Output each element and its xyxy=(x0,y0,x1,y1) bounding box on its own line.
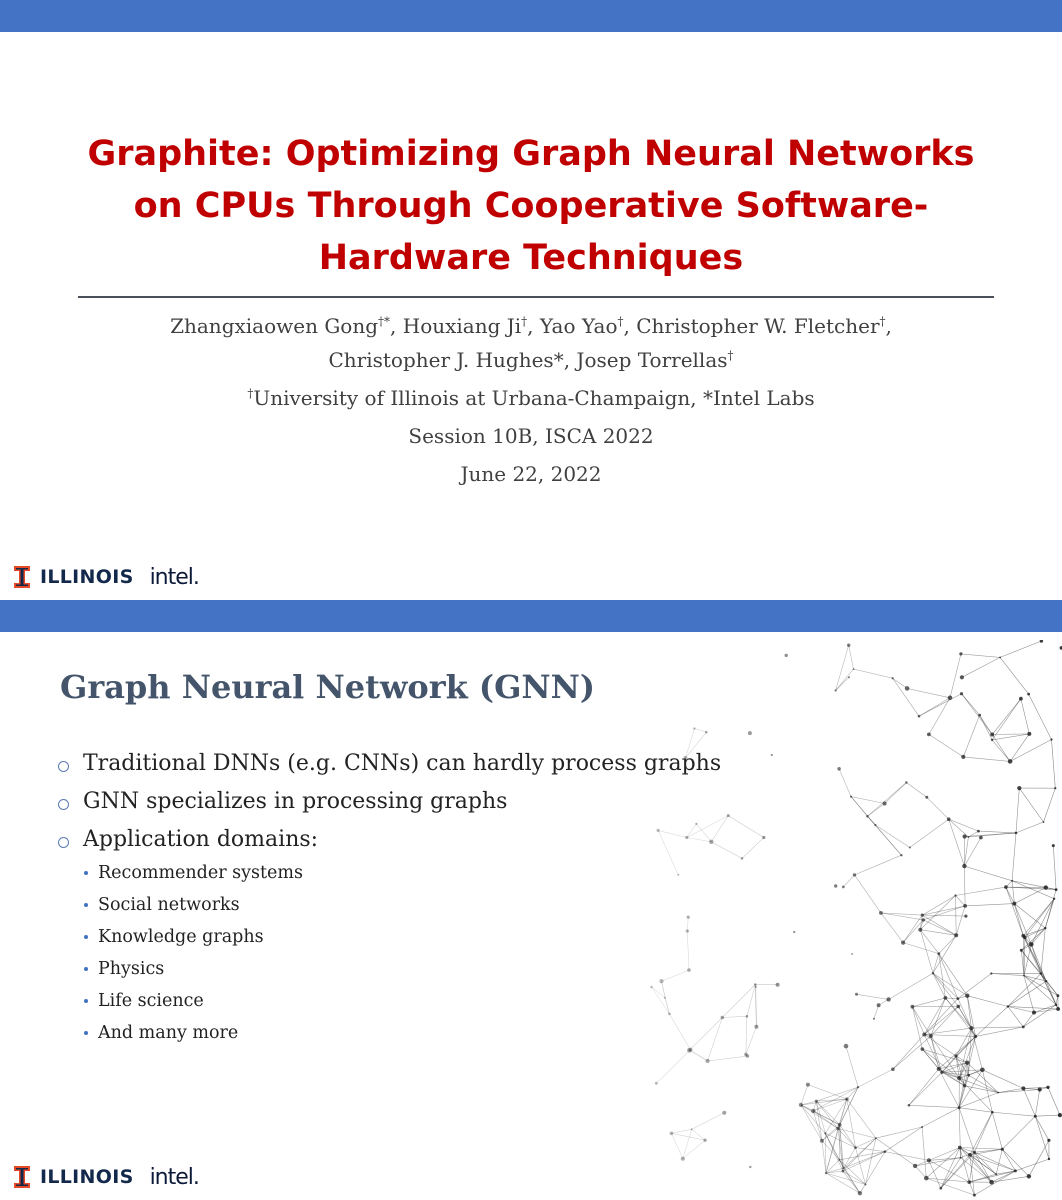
main-bullet-list xyxy=(58,744,721,858)
dot-bullet-icon xyxy=(84,999,88,1003)
circle-bullet-icon xyxy=(58,761,69,772)
dot-bullet-icon xyxy=(84,935,88,939)
title-line: Graphite: Optimizing Graph Neural Networks xyxy=(87,134,975,174)
affiliation-mark: † xyxy=(727,348,734,363)
slide-top-bar xyxy=(0,600,1062,632)
intel-logo: intel. xyxy=(149,1164,199,1190)
author-name: Christopher J. Hughes* xyxy=(328,348,564,372)
sub-bullet-text: Life science xyxy=(98,991,204,1011)
circle-bullet-icon xyxy=(58,837,69,848)
sub-bullet-item xyxy=(84,921,303,953)
author-name: Zhangxiaowen Gong xyxy=(170,314,379,338)
bullet-item xyxy=(58,782,721,820)
logo-bar xyxy=(14,1162,199,1192)
sub-bullet-text: Recommender systems xyxy=(98,863,303,883)
network-graph-illustration xyxy=(650,640,1062,1200)
sub-bullet-item xyxy=(84,953,303,985)
illinois-block-i-icon xyxy=(14,566,30,588)
affiliation-mark: † xyxy=(247,386,254,401)
authors-line-2: Christopher J. Hughes*, Josep Torrellas† xyxy=(328,348,734,372)
title-divider xyxy=(78,296,994,298)
circle-bullet-icon xyxy=(58,799,69,810)
illinois-logo: ILLINOIS xyxy=(40,566,134,588)
gnn-slide xyxy=(0,600,1062,1200)
sub-bullet-text: Social networks xyxy=(98,895,240,915)
affiliation-mark: † xyxy=(521,314,528,329)
affiliation-mark: † xyxy=(617,314,624,329)
affiliation-mark: † xyxy=(879,314,886,329)
author-name: Houxiang Ji xyxy=(402,314,522,338)
slide-title: Graph Neural Network (GNN) xyxy=(60,668,596,706)
session-info: Session 10B, ISCA 2022 xyxy=(408,424,654,448)
dot-bullet-icon xyxy=(84,967,88,971)
author-name: Josep Torrellas xyxy=(576,348,728,372)
author-name: Yao Yao xyxy=(539,314,618,338)
presentation-date: June 22, 2022 xyxy=(460,462,602,486)
affiliations xyxy=(0,386,1062,410)
authors-line-1: Zhangxiaowen Gong†*, Houxiang Ji†, Yao Yao†, Christopher W. Fletcher†, xyxy=(170,314,892,338)
bullet-item xyxy=(58,820,721,858)
author-name: Christopher W. Fletcher xyxy=(636,314,880,338)
illinois-block-i-icon xyxy=(14,1166,30,1188)
sub-bullet-item xyxy=(84,889,303,921)
sub-bullet-text: Physics xyxy=(98,959,165,979)
dot-bullet-icon xyxy=(84,1031,88,1035)
logo-bar xyxy=(14,562,199,592)
title-line: Hardware Techniques xyxy=(318,238,744,278)
intel-logo: intel. xyxy=(149,564,199,590)
dot-bullet-icon xyxy=(84,903,88,907)
bullet-text: Traditional DNNs (e.g. CNNs) can hardly process graphs xyxy=(83,750,722,776)
bullet-text: GNN specializes in processing graphs xyxy=(83,788,508,814)
sub-bullet-item xyxy=(84,985,303,1017)
sub-bullet-item xyxy=(84,1017,303,1049)
dot-bullet-icon xyxy=(84,871,88,875)
title-line: on CPUs Through Cooperative Software- xyxy=(133,186,929,226)
affiliation-mark: †* xyxy=(378,314,391,329)
slide-top-bar xyxy=(0,0,1062,32)
affiliation-text: University of Illinois at Urbana-Champaign, *Intel Labs xyxy=(253,386,815,410)
illinois-logo: ILLINOIS xyxy=(40,1166,134,1188)
paper-title xyxy=(40,128,1022,284)
sub-bullet-text: Knowledge graphs xyxy=(98,927,264,947)
application-domain-list xyxy=(84,857,303,1049)
bullet-item xyxy=(58,744,721,782)
sub-bullet-item xyxy=(84,857,303,889)
sub-bullet-text: And many more xyxy=(98,1023,239,1043)
bullet-text: Application domains: xyxy=(83,826,319,852)
